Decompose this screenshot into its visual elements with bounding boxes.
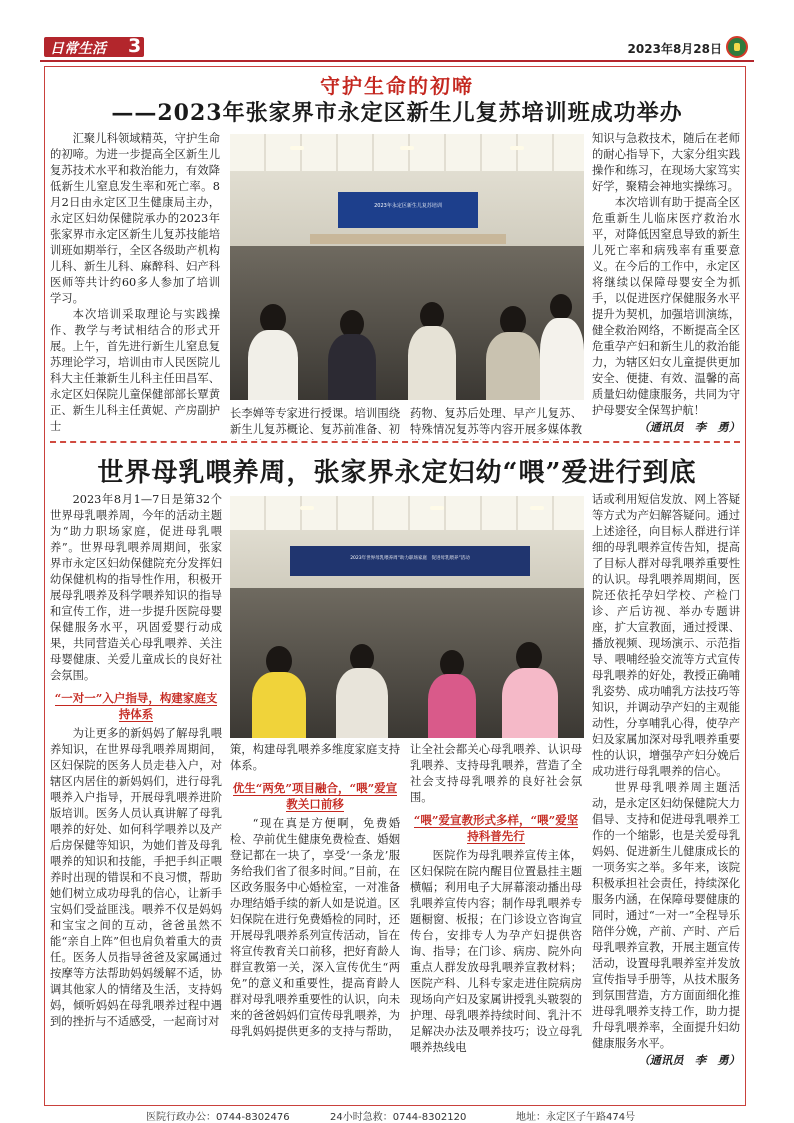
- section-name: 日常生活: [50, 41, 106, 57]
- subheading-two-free: 优生“两免”项目融合，“喂”爱宣教关口前移: [232, 781, 398, 811]
- paragraph: 本次培训采取理论与实践操作、教学与考试相结合的形式开展。上午，首先进行新生儿窒息复苏理论学习，培训由市人民医院儿科大主任兼新生儿科主任田昌军、永定区妇保院儿童保健部部长覃黄正、新生儿科主任黄妮、产房副护士: [50, 308, 220, 433]
- subheading-home-support: “一对一”入户指导，构建家庭支持体系: [54, 691, 218, 721]
- article2-col1: [50, 492, 222, 1100]
- paragraph: 长李婵等专家进行授课。培训围绕新生儿复苏概论、复苏前准备、初: [230, 407, 400, 436]
- photo-banner-text: 2023年永定区新生儿复苏培训: [374, 203, 442, 209]
- article2-col4: [592, 492, 740, 1102]
- paragraph: 2023年8月1—7日是第32个世界母乳喂养周，今年的活动主题为“助力职场家庭，促进母乳喂养”。世界母乳喂养周期间，张家界市永定区妇幼保健院充分发挥妇幼保健机构的指导性作用，积极开展母乳喂养及科学喂养知识的指导和宣传工作，进一步提升医院母婴保健服务水平，巩固爱婴行动成果，共同营造关心母乳喂养、关注母婴健康、关爱儿童成长的良好社会氛围。: [50, 493, 222, 682]
- header-rule: [40, 60, 754, 62]
- photo-banner-text: 2023年世界母乳喂养周“助力职场家庭 促进母乳喂养”活动: [350, 556, 470, 561]
- article2-col2: [230, 742, 400, 1102]
- article2-col3: [410, 742, 582, 1102]
- footer-address: 地址：永定区子午路474号: [516, 1112, 636, 1123]
- article1-subtitle: ——2023年张家界市永定区新生儿复苏培训班成功举办: [111, 100, 683, 126]
- paragraph: 让全社会都关心母乳喂养、认识母乳喂养、支持母乳喂养，营造了全社会支持母乳喂养的良好社会氛围。: [410, 743, 582, 804]
- article1-title: 守护生命的初啼: [320, 74, 474, 98]
- paragraph: “现在真是方便啊，免费婚检、孕前优生健康免费检查、婚姻登记都在一块了，享受‘一条龙’服务给我们省了很多时间。”目前，在区政务服务中心婚检室，一对准备办理结婚手续的新人如是说道。区妇保院在进行免费婚检的同时，还开展母乳喂养系列宣传活动，旨在将宣传教育关口前移，把好育龄人群宣教第一关，深入宣传优生“两免”的意义和重要性，提高育龄人群对母乳喂养重要性的认识，向未来的爸爸妈妈们宣传母乳喂养，为母乳妈妈提供更多的支持与帮助，: [230, 817, 400, 1038]
- paragraph: 话或利用短信发放、网上答疑等方式为产妇解答疑问。通过上述途径，向目标人群进行详细的母乳喂养宣传告知，提高了目标人群对母乳喂养重要性的认识。母乳喂养周期间，医院还依托孕妇学校、产检门诊、产后访视、举办专题讲座，扩大宣教面，通过授课、播放视频、现场演示、示范指导、喂哺经验交流等方式宣传母乳喂养的好处，教授正确哺乳姿势、成功哺乳方法技巧等知识，并调动孕产妇的主观能动性，分享哺乳心得，使孕产妇及家属加深对母乳喂养重要性的认识，增强孕产妇分娩后成功进行母乳喂养的信心。: [592, 493, 740, 778]
- article1-photo: [230, 134, 584, 400]
- article2-signature: （通讯员 李 勇）: [638, 1053, 740, 1067]
- footer-emergency-phone: 24小时急救：0744-8302120: [330, 1112, 467, 1123]
- footer-office-phone: 医院行政办公：0744-8302476: [146, 1112, 290, 1123]
- subheading-science-first: “喂”爱宣教形式多样，“喂”爱坚持科普先行: [413, 813, 579, 843]
- paragraph: 世界母乳喂养周主题活动，是永定区妇幼保健院大力倡导、支持和促进母乳喂养工作的一个缩影，也是关爱母乳妈妈、促进新生儿健康成长的一项务实之举。多年来，该院积极承担社会责任，持续深化服务内涵，在保障母婴健康的同时，通过“一对一”全程导乐陪伴分娩，产前、产时、产后母乳喂养宣教，开展主题宣传活动，设置母乳喂养室并发放宣传指导手册等，从技术服务到氛围营造，方方面面细化推进母乳喂养支持工作，助力提升母乳喂养率，全面提升妇幼健康服务水平。: [592, 781, 740, 1050]
- article1-col1: [50, 131, 220, 441]
- article1-signature: （通讯员 李 勇）: [638, 420, 740, 434]
- article2-photo: [230, 496, 584, 738]
- paragraph: 本次培训有助于提高全区危重新生儿临床医疗救治水平，对降低因窒息导致的新生儿死亡率和病残率有重要意义。在今后的工作中，永定区将继续以保障母婴安全为抓手，以促进医疗保健服务水平提升为契机，加强培训演练，健全救治网络，不断提高全区危重孕产妇和新生儿的救治能力，为辖区妇女儿童提供更加安全、便捷、有效、温馨的高质量妇幼健康服务，共同为守护母婴安全保驾护航！: [592, 196, 740, 417]
- paragraph: 药物、复苏后处理、早产儿复苏、特殊情况复苏等内容开展多媒体教: [410, 407, 582, 436]
- paragraph: 知识与急救技术，随后在老师的耐心指导下，大家分组实践操作和练习，在现场大家笃实好学，聚精会神地实操练习。: [592, 132, 740, 193]
- paragraph: 为让更多的新妈妈了解母乳喂养知识，在世界母乳喂养周期间，区妇保院的医务人员走巷入户，对辖区内居住的新妈妈们，进行母乳喂养入户指导，开展母乳喂养进阶版培训。医务人员认真讲解了母乳喂养的好处、如何科学喂养以及产后房保健等知识，为她们普及母乳喂养的知识和技能，手把手纠正喂养时出现的错误和不良习惯，帮助她们树立成功母乳的信心，让新手宝妈们受益匪浅。喂养不仅是妈妈和宝宝之间的互动，爸爸虽然不能“亲自上阵”但也肩负着重大的责任。医务人员指导爸爸及家属通过按摩等方法帮助妈妈缓解不适，协调其他家人的情绪及生活，支持妈妈，倾听妈妈在母乳喂养过程中遇到的挫折与不适感受，一起商讨对: [50, 727, 222, 1028]
- article1-col2: [230, 406, 400, 440]
- article1-col3: [410, 406, 582, 440]
- article1-col4: [592, 131, 740, 441]
- paragraph: 汇聚儿科领域精英，守护生命的初啼。为进一步提高全区新生儿复苏技术水平和救治能力，有效降低新生儿窒息发生率和死亡率。8月2日由永定区卫生健康局主办，永定区妇幼保健院承办的2023年张家界市永定区新生儿复苏技能培训班如期举行，全区各级助产机构儿科、新生儿科、麻醉科、妇产科医师等共计约60多人参加了培训学习。: [50, 132, 220, 305]
- article2-title: 世界母乳喂养周，张家界永定妇幼“喂”爱进行到底: [97, 458, 697, 488]
- paragraph: 策，构建母乳喂养多维度家庭支持体系。: [230, 743, 400, 772]
- hospital-logo-icon: [726, 36, 748, 58]
- article-divider: [50, 441, 740, 443]
- paragraph: 医院作为母乳喂养宣传主体，区妇保院在院内醒目位置悬挂主题横幅；利用电子大屏幕滚动播出母乳喂养宣传内容；制作母乳喂养专题橱窗、板报；在门诊设立咨询宣传台，安排专人为孕产妇提供咨询、指导；在门诊、病房、院外向重点人群发放母乳喂养宣教材料；医院产科、儿科专家走进住院病房现场向产妇及家属讲授乳头皲裂的护理、母乳喂养持续时间、乳汁不足解决办法及喂养技巧；设立母乳喂养热线电: [410, 849, 582, 1054]
- issue-date: 2023年8月28日: [627, 42, 722, 56]
- section-badge: [44, 37, 144, 57]
- page-number: 3: [128, 35, 142, 57]
